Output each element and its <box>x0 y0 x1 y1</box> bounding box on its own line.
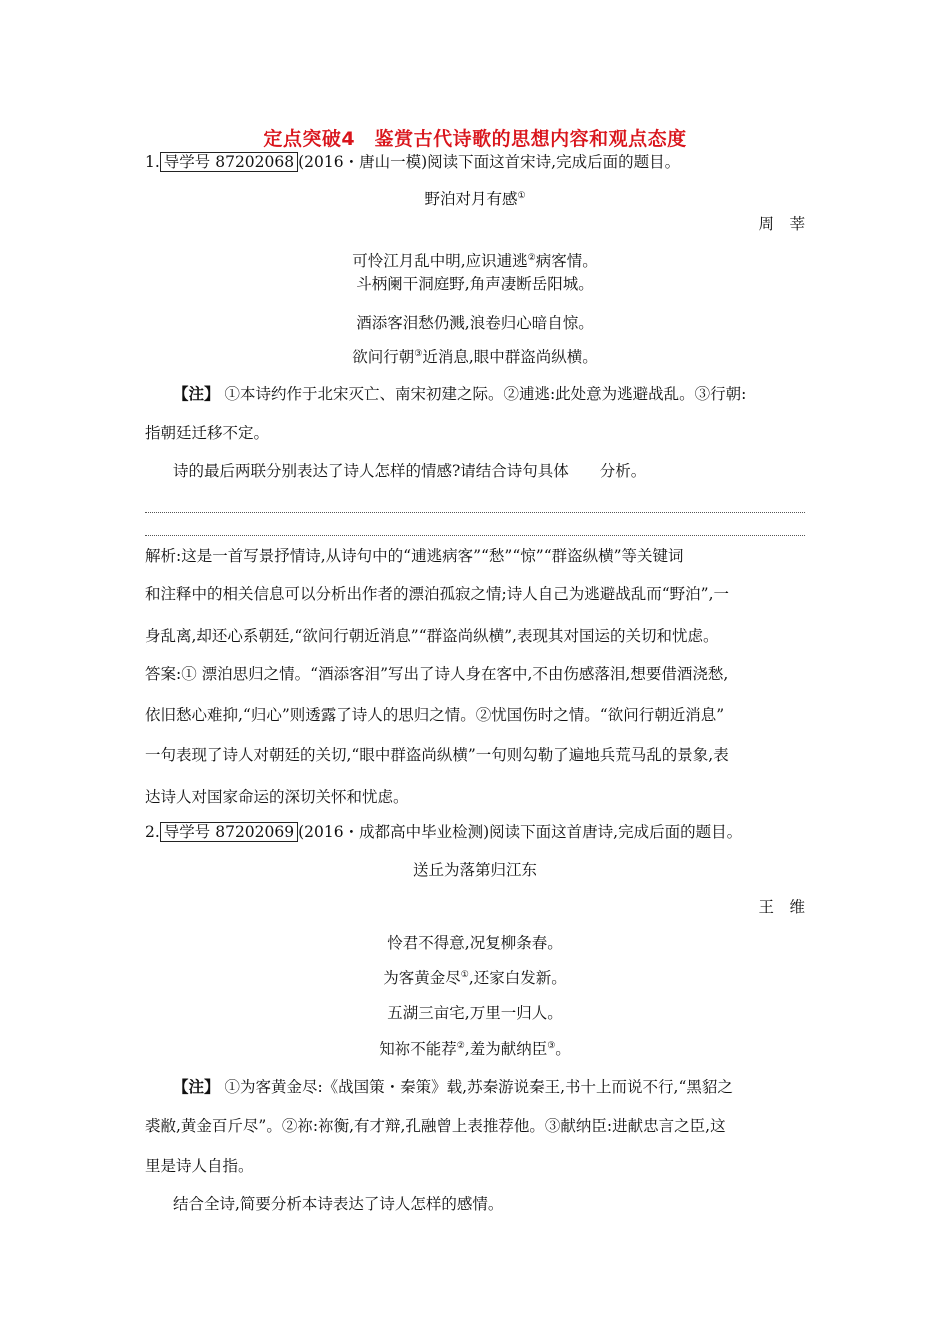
footnote-marker: ① <box>517 190 526 201</box>
question-2-prompt: 结合全诗,简要分析本诗表达了诗人怎样的感情。 <box>173 1195 504 1213</box>
answer-line-text: 依旧愁心难抑,“归心”则透露了诗人的思归之情。②忧国伤时之情。“欲问行朝近消息” <box>145 706 725 724</box>
poem-1-line: 欲问行朝③近消息,眼中群盗尚纵横。 <box>352 348 598 366</box>
note-label: 【注】 <box>173 1077 220 1096</box>
guide-number-box-1[interactable]: 导学号 87202068 <box>160 152 298 172</box>
poem-2-note: 【注】 ①为客黄金尽:《战国策・秦策》载,苏秦游说秦王,书十上而说不行,“黑貂之 <box>173 1077 733 1096</box>
poem-1-author: 周 莘 <box>758 215 805 233</box>
poem-1-title: 野泊对月有感① <box>424 190 526 208</box>
question-2-header <box>145 822 742 842</box>
poem-1-line: 斗柄阑干洞庭野,角声凄断岳阳城。 <box>356 275 594 293</box>
answer-line-text: 达诗人对国家命运的深切关怀和忧虑。 <box>145 788 409 806</box>
guide-number-box-2[interactable]: 导学号 87202069 <box>160 822 298 842</box>
question-1-number: 1. <box>145 153 160 171</box>
analysis-line: 解析:这是一首写景抒情诗,从诗句中的“逋逃病客”“愁”“惊”“群盗纵横”等关键词 <box>145 547 684 565</box>
answer-line-text: 答案:① 漂泊思归之情。“酒添客泪”写出了诗人身在客中,不由伤感落泪,想要借酒浇愁, <box>145 665 729 683</box>
analysis-line: 和注释中的相关信息可以分析出作者的漂泊孤寂之情;诗人自己为逃避战乱而“野泊”,一 <box>145 585 730 603</box>
poem-2-line: 知祢不能荐②,羞为献纳臣③。 <box>379 1040 571 1058</box>
poem-2-author: 王 维 <box>758 898 805 916</box>
question-1-prompt: 诗的最后两联分别表达了诗人怎样的情感?请结合诗句具体 分析。 <box>173 462 647 480</box>
note-label: 【注】 <box>173 384 220 403</box>
answer-line-text: 一句表现了诗人对朝廷的关切,“眼中群盗尚纵横”一句则勾勒了遍地兵荒马乱的景象,表 <box>145 746 729 764</box>
poem-2-note-cont: 里是诗人自指。 <box>145 1157 254 1175</box>
poem-2-line: 怜君不得意,况复柳条春。 <box>387 934 563 952</box>
poem-2-title: 送丘为落第归江东 <box>412 861 537 879</box>
poem-2-line: 五湖三亩宅,万里一归人。 <box>387 1004 563 1022</box>
answer-line <box>145 535 805 536</box>
question-1-intro: (2016・唐山一模)阅读下面这首宋诗,完成后面的题目。 <box>298 153 681 171</box>
poem-1-line: 酒添客泪愁仍溅,浪卷归心暗自惊。 <box>356 314 594 332</box>
analysis-line: 身乱离,却还心系朝廷,“欲问行朝近消息”“群盗尚纵横”,表现其对国运的关切和忧虑。 <box>145 627 719 645</box>
question-2-number: 2. <box>145 823 160 841</box>
page-title: 定点突破4 鉴赏古代诗歌的思想内容和观点态度 <box>263 128 687 150</box>
question-1-header <box>145 152 680 172</box>
question-2-intro: (2016・成都高中毕业检测)阅读下面这首唐诗,完成后面的题目。 <box>298 823 743 841</box>
poem-1-line: 可怜江月乱中明,应识逋逃②病客情。 <box>352 252 598 270</box>
answer-line <box>145 512 805 513</box>
poem-1-note: 【注】 ①本诗约作于北宋灭亡、南宋初建之际。②逋逃:此处意为逃避战乱。③行朝: <box>173 384 747 403</box>
poem-1-note-cont: 指朝廷迁移不定。 <box>145 424 270 442</box>
poem-2-line: 为客黄金尽①,还家白发新。 <box>383 969 567 987</box>
poem-2-note-cont: 裘敝,黄金百斤尽”。②祢:祢衡,有才辩,孔融曾上表推荐他。③献纳臣:进献忠言之臣,这 <box>145 1117 726 1135</box>
